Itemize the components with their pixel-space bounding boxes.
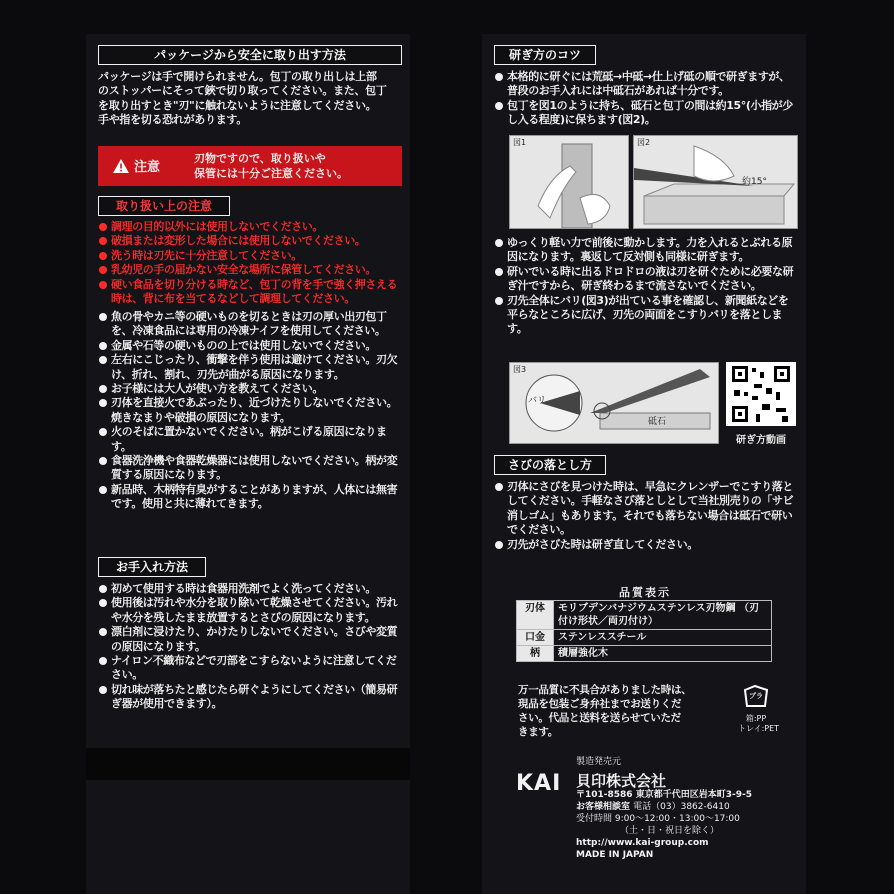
warning-icon — [112, 158, 130, 174]
figure-2 — [633, 135, 798, 229]
quality-title: 品質表示 — [619, 586, 671, 599]
left-bottom-strip — [86, 748, 410, 780]
list-item: ナイロン不織布などで刃部をこすらないように注意してください。 — [98, 654, 402, 683]
package-text-line: パッケージは手で開けられません。包丁の取り出しは上部 — [98, 70, 377, 83]
figure-3-label: 図3 — [513, 365, 527, 374]
maker-support — [576, 802, 730, 814]
caution-text-line: 刃物ですので、取り扱いや — [194, 152, 326, 165]
list-item: 研いでいる時に出るドロドロの液は刃を研ぐために必要な研ぎ汁ですから、研ぎ終わるまで流さないでください。 — [494, 265, 796, 294]
list-item: 漂白剤に浸けたり、かけたりしないでください。さびや変質の原因になります。 — [98, 625, 402, 654]
defect-notice — [518, 683, 728, 739]
list-item: 乳幼児の手の届かない安全な場所に保管してください。 — [98, 263, 402, 277]
qr-caption: 研ぎ方動画 — [736, 435, 786, 446]
rust-section-title: さびの落とし方 — [494, 455, 606, 475]
list-item: 刃先がさびた時は研ぎ直してください。 — [494, 538, 796, 552]
recycle-box: 箱:PP — [745, 714, 767, 723]
caution-text-line: 保管には十分ご注意ください。 — [194, 167, 348, 180]
maker-holidays: （土・日・祝日を除く） — [620, 826, 720, 836]
package-section-title: パッケージから安全に取り出す方法 — [98, 45, 402, 65]
recycle-mark — [738, 684, 780, 734]
quality-label: 柄 — [517, 646, 554, 662]
handling-list — [98, 310, 402, 512]
list-item: 本格的に研ぐには荒砥→中砥→仕上げ砥の順で研ぎますが、普段のお手入れには中砥石があれば十分です。 — [494, 70, 796, 99]
figure-2-label: 図2 — [637, 138, 651, 147]
list-item: 刃体にさびを見つけた時は、早急にクレンザーでこすり落としてください。手軽なさび落としとして当社別売りの「サビ消しゴム」もあります。それでも落ちない場合は砥石で研いでください。 — [494, 480, 796, 538]
sharpen-list-mid — [494, 236, 796, 337]
support-phone: 電話（03）3862-6410 — [633, 802, 730, 812]
list-item: 破損または変形した場合には使用しないでください。 — [98, 234, 402, 248]
defect-notice-line: 万一品質に不具合がありました時は、 — [518, 684, 692, 696]
quality-value: 積層強化木 — [554, 646, 772, 662]
list-item: 刃先全体にバリ(図3)が出ている事を確認し、新聞紙などを平らなところに広げ、刃先の両面をこすりバリを落とします。 — [494, 294, 796, 337]
maker-origin: MADE IN JAPAN — [576, 850, 654, 860]
qr-code[interactable] — [726, 362, 796, 426]
list-item: 硬い食品を切り分ける時など、包丁の背を手で強く押さえる時は、背に布を当てるなどして調理してください。 — [98, 278, 402, 307]
table-row — [517, 601, 772, 630]
maker-name: 貝印株式会社 — [576, 772, 667, 790]
caution-label: 注意 — [134, 160, 161, 175]
list-item: 新品時、木柄特有臭がすることがありますが、人体には無害です。使用と共に薄れてきます。 — [98, 483, 402, 512]
sharpen-list-top — [494, 70, 796, 128]
quality-label: 口金 — [517, 630, 554, 646]
defect-notice-line: きます。 — [518, 726, 558, 738]
caution-box — [98, 146, 402, 186]
maker-hours: 受付時間 9:00～12:00・13:00～17:00 — [576, 814, 740, 824]
sharpen-section-title: 研ぎ方のコツ — [494, 45, 596, 65]
maker-address: 〒101-8586 東京都千代田区岩本町3-9-5 — [576, 790, 752, 800]
list-item: 金属や石等の硬いものの上では使用しないでください。 — [98, 339, 402, 353]
kai-logo: KAI — [516, 771, 562, 796]
list-item: 左右にこじったり、衝撃を伴う使用は避けてください。刃欠け、折れ、割れ、刃先が曲がる原因になります。 — [98, 353, 402, 382]
figure-3-bari: バリ — [528, 396, 547, 406]
list-item: 調理の目的以外には使用しないでください。 — [98, 220, 402, 234]
figure-3 — [509, 362, 719, 444]
figure-1-drawing — [510, 136, 628, 228]
handling-section-title: 取り扱い上の注意 — [98, 196, 230, 216]
figure-2-angle: 約15° — [742, 177, 767, 187]
package-text-line: 手や指を切る恐れがあります。 — [98, 113, 247, 127]
list-item: 使用後は汚れや水分を取り除いて乾燥させてください。汚れや水分を残したまま放置するとさびの原因になります。 — [98, 596, 402, 625]
package-text-line: のストッパーにそって鋏で切り取ってください。また、包丁 — [98, 84, 387, 98]
figure-2-drawing — [634, 136, 797, 228]
care-list — [98, 582, 402, 712]
list-item: 火のそばに置かないでください。柄がこげる原因になります。 — [98, 425, 402, 454]
list-item: 食器洗浄機や食器乾燥器には使用しないでください。柄が変質する原因になります。 — [98, 454, 402, 483]
maker-caption: 製造発売元 — [576, 757, 622, 767]
quality-value: モリブデンバナジウムステンレス刃物鋼 （刃付け形状／両刃付け） — [554, 601, 772, 630]
rust-list — [494, 480, 796, 552]
table-row — [517, 630, 772, 646]
caution-badge — [112, 156, 160, 175]
quality-table — [516, 600, 772, 662]
list-item: 切れ味が落ちたと感じたら研ぐようにしてください（簡易研ぎ器が使用できます）。 — [98, 683, 402, 712]
defect-notice-line: 現品を包装ご身弁社までお送りくだ — [518, 698, 682, 710]
package-text-line: を取り出すとき"刃"に触れないように注意してください。 — [98, 98, 377, 112]
package-text — [98, 70, 410, 128]
figure-3-stone: 砥石 — [648, 417, 667, 427]
maker-url[interactable]: http://www.kai-group.com — [576, 838, 709, 848]
care-section-title: お手入れ方法 — [98, 557, 206, 577]
figure-1-label: 図1 — [513, 138, 527, 147]
recycle-tray: トレイ:PET — [738, 724, 780, 733]
support-label: お客様相談室 — [576, 802, 631, 812]
list-item: 刃体を直接火であぶったり、近づけたりしないでください。焼きなまりや破損の原因になります。 — [98, 396, 402, 425]
quality-label: 刃体 — [517, 601, 554, 630]
list-item: 魚の骨やカニ等の硬いものを切るときは刃の厚い出刃包丁を、冷凍食品には専用の冷凍ナイフを使用してください。 — [98, 310, 402, 339]
list-item: お子様には大人が使い方を教えてください。 — [98, 382, 402, 396]
list-item: ゆっくり軽い力で前後に動かします。力を入れるとぶれる原因になります。裏返して反対側も同様に研ぎます。 — [494, 236, 796, 265]
defect-notice-line: さい。代品と送料を送らせていただ — [518, 712, 681, 724]
quality-value: ステンレススチール — [554, 630, 772, 646]
recycle-mark-label: プラ — [749, 692, 763, 700]
list-item: 包丁を図1のように持ち、砥石と包丁の間は約15°(小指が少し入る程度)に保ちます(図2)。 — [494, 99, 796, 128]
table-row — [517, 646, 772, 662]
list-item: 初めて使用する時は食器用洗剤でよく洗ってください。 — [98, 582, 402, 596]
caution-text — [194, 151, 348, 181]
figure-1 — [509, 135, 629, 229]
handling-red-list — [98, 220, 402, 306]
list-item: 洗う時は刃先に十分注意してください。 — [98, 249, 402, 263]
